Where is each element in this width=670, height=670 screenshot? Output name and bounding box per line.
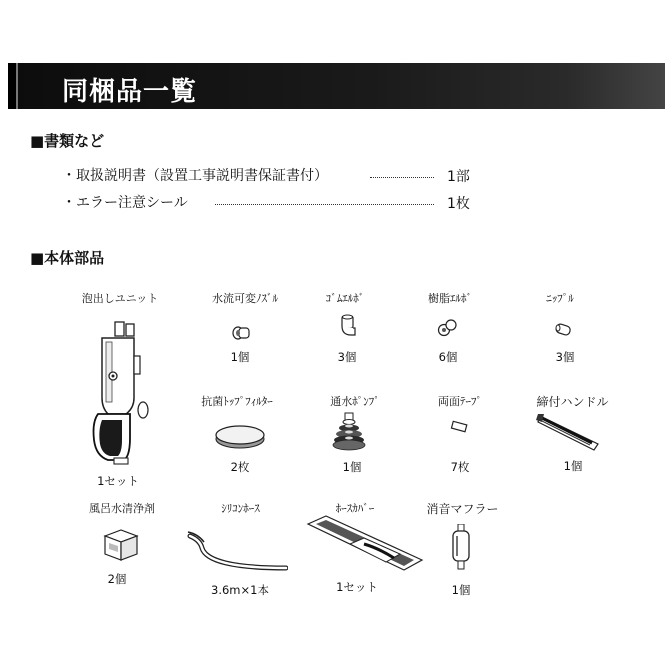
foam-unit-icon <box>88 318 156 474</box>
part-label: ﾎｰｽｶﾊﾞｰ <box>335 502 375 515</box>
part-label: 締付ハンドル <box>536 395 609 409</box>
part-label: ﾆｯﾌﾟﾙ <box>546 292 574 305</box>
part-qty: 3個 <box>337 350 357 364</box>
leader-dots <box>215 204 434 205</box>
muffler-icon <box>451 524 471 574</box>
part-qty: 1個 <box>342 460 362 474</box>
pump-icon <box>331 412 367 456</box>
rubber-elbow-icon <box>337 314 359 342</box>
part-label: ｼﾘｺﾝﾎｰｽ <box>221 502 260 515</box>
nipple-icon <box>553 322 573 342</box>
part-label: 風呂水清浄剤 <box>89 502 155 515</box>
part-label: 抗菌ﾄｯﾌﾟﾌｨﾙﾀｰ <box>201 395 273 408</box>
nozzle-icon <box>231 323 253 345</box>
part-label: ｺﾞﾑｴﾙﾎﾞ <box>325 292 365 305</box>
part-qty: 1個 <box>451 583 471 597</box>
doc-item-name: ・取扱説明書（設置工事説明書保証書付） <box>62 168 328 184</box>
hose-cover-icon <box>304 514 426 582</box>
filter-disc-icon <box>214 424 266 454</box>
part-qty: 1セット <box>336 580 378 594</box>
body-parts-heading: ■本体部品 <box>30 249 105 267</box>
part-qty: 3個 <box>555 350 575 364</box>
part-label: 通水ﾎﾟﾝﾌﾟ <box>330 395 380 408</box>
doc-item-name: ・エラー注意シール <box>62 195 188 211</box>
part-qty: 1個 <box>563 459 583 473</box>
part-qty: 6個 <box>438 350 458 364</box>
part-label: 両面ﾃｰﾌﾟ <box>438 395 482 408</box>
part-label: 泡出しユニット <box>81 292 159 305</box>
documents-heading: ■書類など <box>30 132 105 150</box>
part-qty: 7枚 <box>450 460 470 474</box>
part-label: 水流可変ﾉｽﾞﾙ <box>212 292 278 305</box>
resin-elbow-icon <box>437 319 459 343</box>
part-qty: 1セット <box>97 474 139 488</box>
part-qty: 2個 <box>107 572 127 586</box>
doc-item-qty: 1部 <box>447 169 470 185</box>
doc-item-qty: 1枚 <box>447 196 470 212</box>
part-qty: 2枚 <box>230 460 250 474</box>
leader-dots <box>370 177 434 178</box>
handle-icon <box>536 410 606 458</box>
part-label: 樹脂ｴﾙﾎﾞ <box>428 292 472 305</box>
tape-icon <box>449 419 469 438</box>
cleaner-box-icon <box>101 526 141 566</box>
part-qty: 3.6m×1本 <box>211 583 269 597</box>
page-title: 同梱品一覧 <box>62 77 198 107</box>
hose-icon <box>186 528 288 578</box>
part-qty: 1個 <box>230 350 250 364</box>
part-label: 消音マフラー <box>426 502 499 516</box>
